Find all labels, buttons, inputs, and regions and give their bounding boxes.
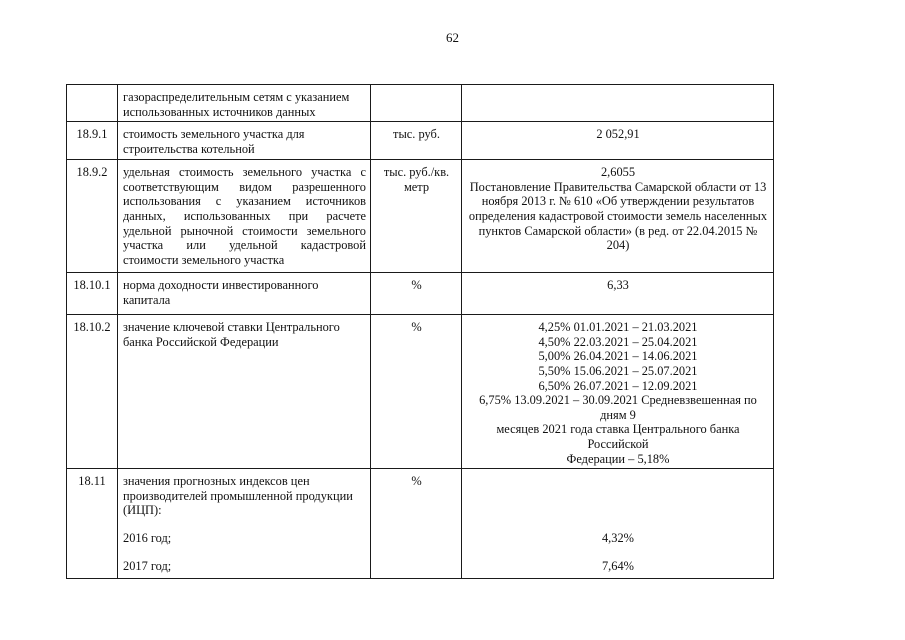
row-unit: тыс. руб. bbox=[371, 122, 462, 160]
description-line: значение ключевой ставки Центрального bbox=[123, 320, 340, 335]
row-value bbox=[462, 85, 774, 122]
table-row bbox=[67, 315, 774, 469]
page-number: 62 bbox=[446, 30, 459, 45]
row-value bbox=[462, 160, 774, 273]
row-unit: % bbox=[371, 315, 462, 469]
row-description bbox=[118, 160, 371, 273]
row-value bbox=[462, 122, 774, 160]
value-line: пунктов Самарской области» (в ред. от 22.04.2015 № 204) bbox=[478, 223, 758, 253]
description-line: капитала bbox=[123, 292, 171, 307]
description-line: газораспределительным сетям с указанием bbox=[123, 90, 350, 104]
row-number: 18.11 bbox=[67, 469, 118, 579]
description-line: стоимость земельного участка для bbox=[123, 127, 305, 142]
row-unit: тыс. руб./кв. метр bbox=[371, 160, 462, 273]
table-row bbox=[67, 160, 774, 273]
description-line: строительства котельной bbox=[123, 141, 255, 156]
table-row bbox=[67, 273, 774, 315]
value-line: 4,50% 22.03.2021 – 25.04.2021 bbox=[538, 334, 698, 349]
description-line: использованных источников данных bbox=[123, 104, 316, 119]
data-table bbox=[66, 84, 774, 579]
row-unit: % bbox=[371, 273, 462, 315]
value-line: 6,75% 13.09.2021 – 30.09.2021 Средневзвешенная по дням 9 bbox=[479, 393, 757, 422]
value-line: 4,25% 01.01.2021 – 21.03.2021 bbox=[538, 320, 698, 335]
value-line: Постановление Правительства Самарской области от 13 bbox=[469, 179, 767, 194]
value-line: определения кадастровой стоимости земель населенных bbox=[468, 208, 768, 223]
description-line: (ИЦП): bbox=[123, 503, 162, 518]
description-line: участка или удельной кадастровой bbox=[123, 238, 366, 253]
table-row bbox=[67, 85, 774, 122]
value-line: ноября 2013 г. № 610 «Об утверждении результатов bbox=[481, 194, 755, 209]
value-line: месяцев 2021 года ставка Центрального банка Российской bbox=[496, 422, 740, 451]
row-description bbox=[118, 315, 371, 469]
row-number: 18.9.2 bbox=[67, 160, 118, 273]
row-number: 18.10.2 bbox=[67, 315, 118, 469]
table-row bbox=[67, 122, 774, 160]
description-line: значения прогнозных индексов цен bbox=[123, 474, 310, 489]
value-line: Федерации – 5,18% bbox=[566, 451, 670, 466]
year-value: 4,32% bbox=[601, 530, 634, 545]
year-label: 2016 год; bbox=[123, 530, 172, 545]
row-value bbox=[462, 469, 774, 579]
row-number bbox=[67, 85, 118, 122]
row-value bbox=[462, 315, 774, 469]
description-line: удельная стоимость земельного участка с bbox=[123, 165, 366, 180]
value-line: 5,50% 15.06.2021 – 25.07.2021 bbox=[538, 363, 698, 378]
year-label: 2017 год; bbox=[123, 558, 172, 573]
row-unit: % bbox=[371, 469, 462, 579]
row-number: 18.9.1 bbox=[67, 122, 118, 160]
row-description bbox=[118, 122, 371, 160]
row-value bbox=[462, 273, 774, 315]
value-line: 5,00% 26.04.2021 – 14.06.2021 bbox=[538, 349, 698, 364]
description-line: банка Российской Федерации bbox=[123, 334, 279, 349]
value-line: 2,6055 bbox=[600, 165, 636, 180]
row-description bbox=[118, 469, 371, 579]
description-line: данных, использованных при расчете bbox=[123, 208, 366, 223]
description-line: соответствующим видом разрешенного bbox=[123, 179, 366, 194]
description-line: удельной рыночной стоимости земельного bbox=[123, 223, 366, 238]
description-line: стоимости земельного участка bbox=[123, 252, 285, 267]
description-line: производителей промышленной продукции bbox=[123, 488, 353, 503]
row-description bbox=[118, 273, 371, 315]
row-unit bbox=[371, 85, 462, 122]
row-description bbox=[118, 85, 371, 122]
description-line: использования с указанием источников bbox=[123, 194, 366, 209]
value-line: 6,33 bbox=[607, 278, 629, 293]
description-line: норма доходности инвестированного bbox=[123, 278, 319, 293]
row-number: 18.10.1 bbox=[67, 273, 118, 315]
table-row bbox=[67, 469, 774, 579]
value-line: 6,50% 26.07.2021 – 12.09.2021 bbox=[538, 378, 698, 393]
year-value: 7,64% bbox=[601, 558, 634, 573]
value-line: 2 052,91 bbox=[596, 127, 640, 142]
